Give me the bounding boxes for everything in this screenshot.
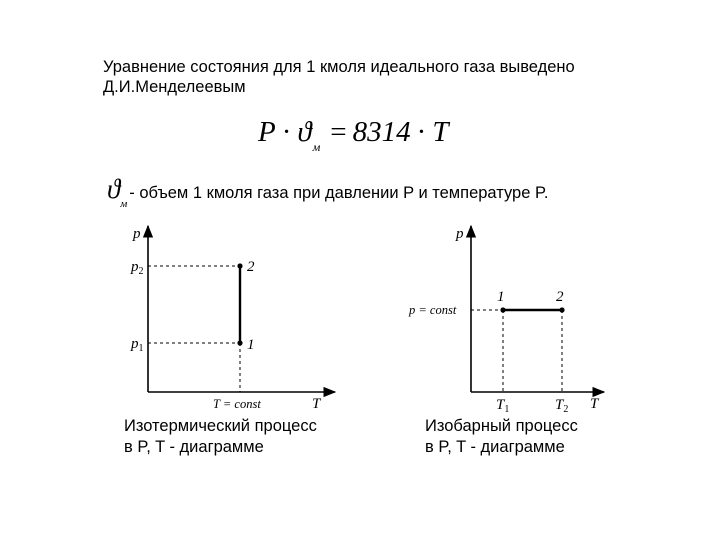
intro-line-1: Уравнение состояния для 1 кмоля идеального газа выведено [103, 58, 575, 76]
definition-text: - объем 1 кмоля газа при давлении P и температуре P. [129, 184, 549, 202]
formula-p: P [258, 116, 276, 148]
right-point-1 [500, 307, 505, 312]
left-t-const-label: T = const [213, 397, 261, 411]
isobaric-diagram [408, 226, 604, 415]
right-tick-t2: $T_2$ [555, 397, 569, 415]
left-point-2-label: 2 [247, 259, 255, 275]
left-x-axis-label: T [312, 396, 321, 412]
formula-dot-1: · [281, 116, 292, 148]
isobaric-caption [425, 416, 578, 458]
right-x-axis-label: T [590, 396, 599, 412]
isothermal-diagram [130, 226, 335, 412]
left-point-2 [237, 263, 242, 268]
isothermal-caption-line-2: в P, T - диаграмме [124, 438, 264, 456]
formula-equals: = [330, 116, 347, 148]
left-point-1 [237, 340, 242, 345]
isobaric-caption-line-2: в P, T - диаграмме [425, 438, 565, 456]
right-point-1-label: 1 [497, 289, 505, 305]
left-point-1-label: 1 [247, 337, 255, 353]
isobaric-caption-line-1: Изобарный процесс [425, 417, 578, 435]
intro-line-2: Д.И.Менделеевым [103, 78, 246, 96]
right-p-const-label: p = const [409, 303, 457, 317]
isothermal-caption [124, 416, 317, 458]
formula-volume: ϑ [297, 116, 312, 148]
formula-volume-subscript: м [312, 140, 321, 154]
right-point-2 [559, 307, 564, 312]
left-tick-p2: $p_2$ [131, 259, 144, 277]
left-tick-p1: $p_1$ [131, 336, 144, 354]
right-tick-t1: $T_1$ [496, 397, 510, 415]
formula-t: T [432, 116, 449, 148]
left-y-axis-label: p [133, 226, 141, 242]
isothermal-caption-line-1: Изотермический процесс [124, 417, 317, 435]
definition-symbol-subscript: м [120, 198, 128, 210]
right-point-2-label: 2 [556, 289, 564, 305]
right-y-axis-label: p [456, 226, 464, 242]
definition-symbol: ϑ [107, 174, 121, 204]
formula-constant: 8314 [352, 116, 411, 148]
formula-dot-2: · [416, 116, 427, 148]
